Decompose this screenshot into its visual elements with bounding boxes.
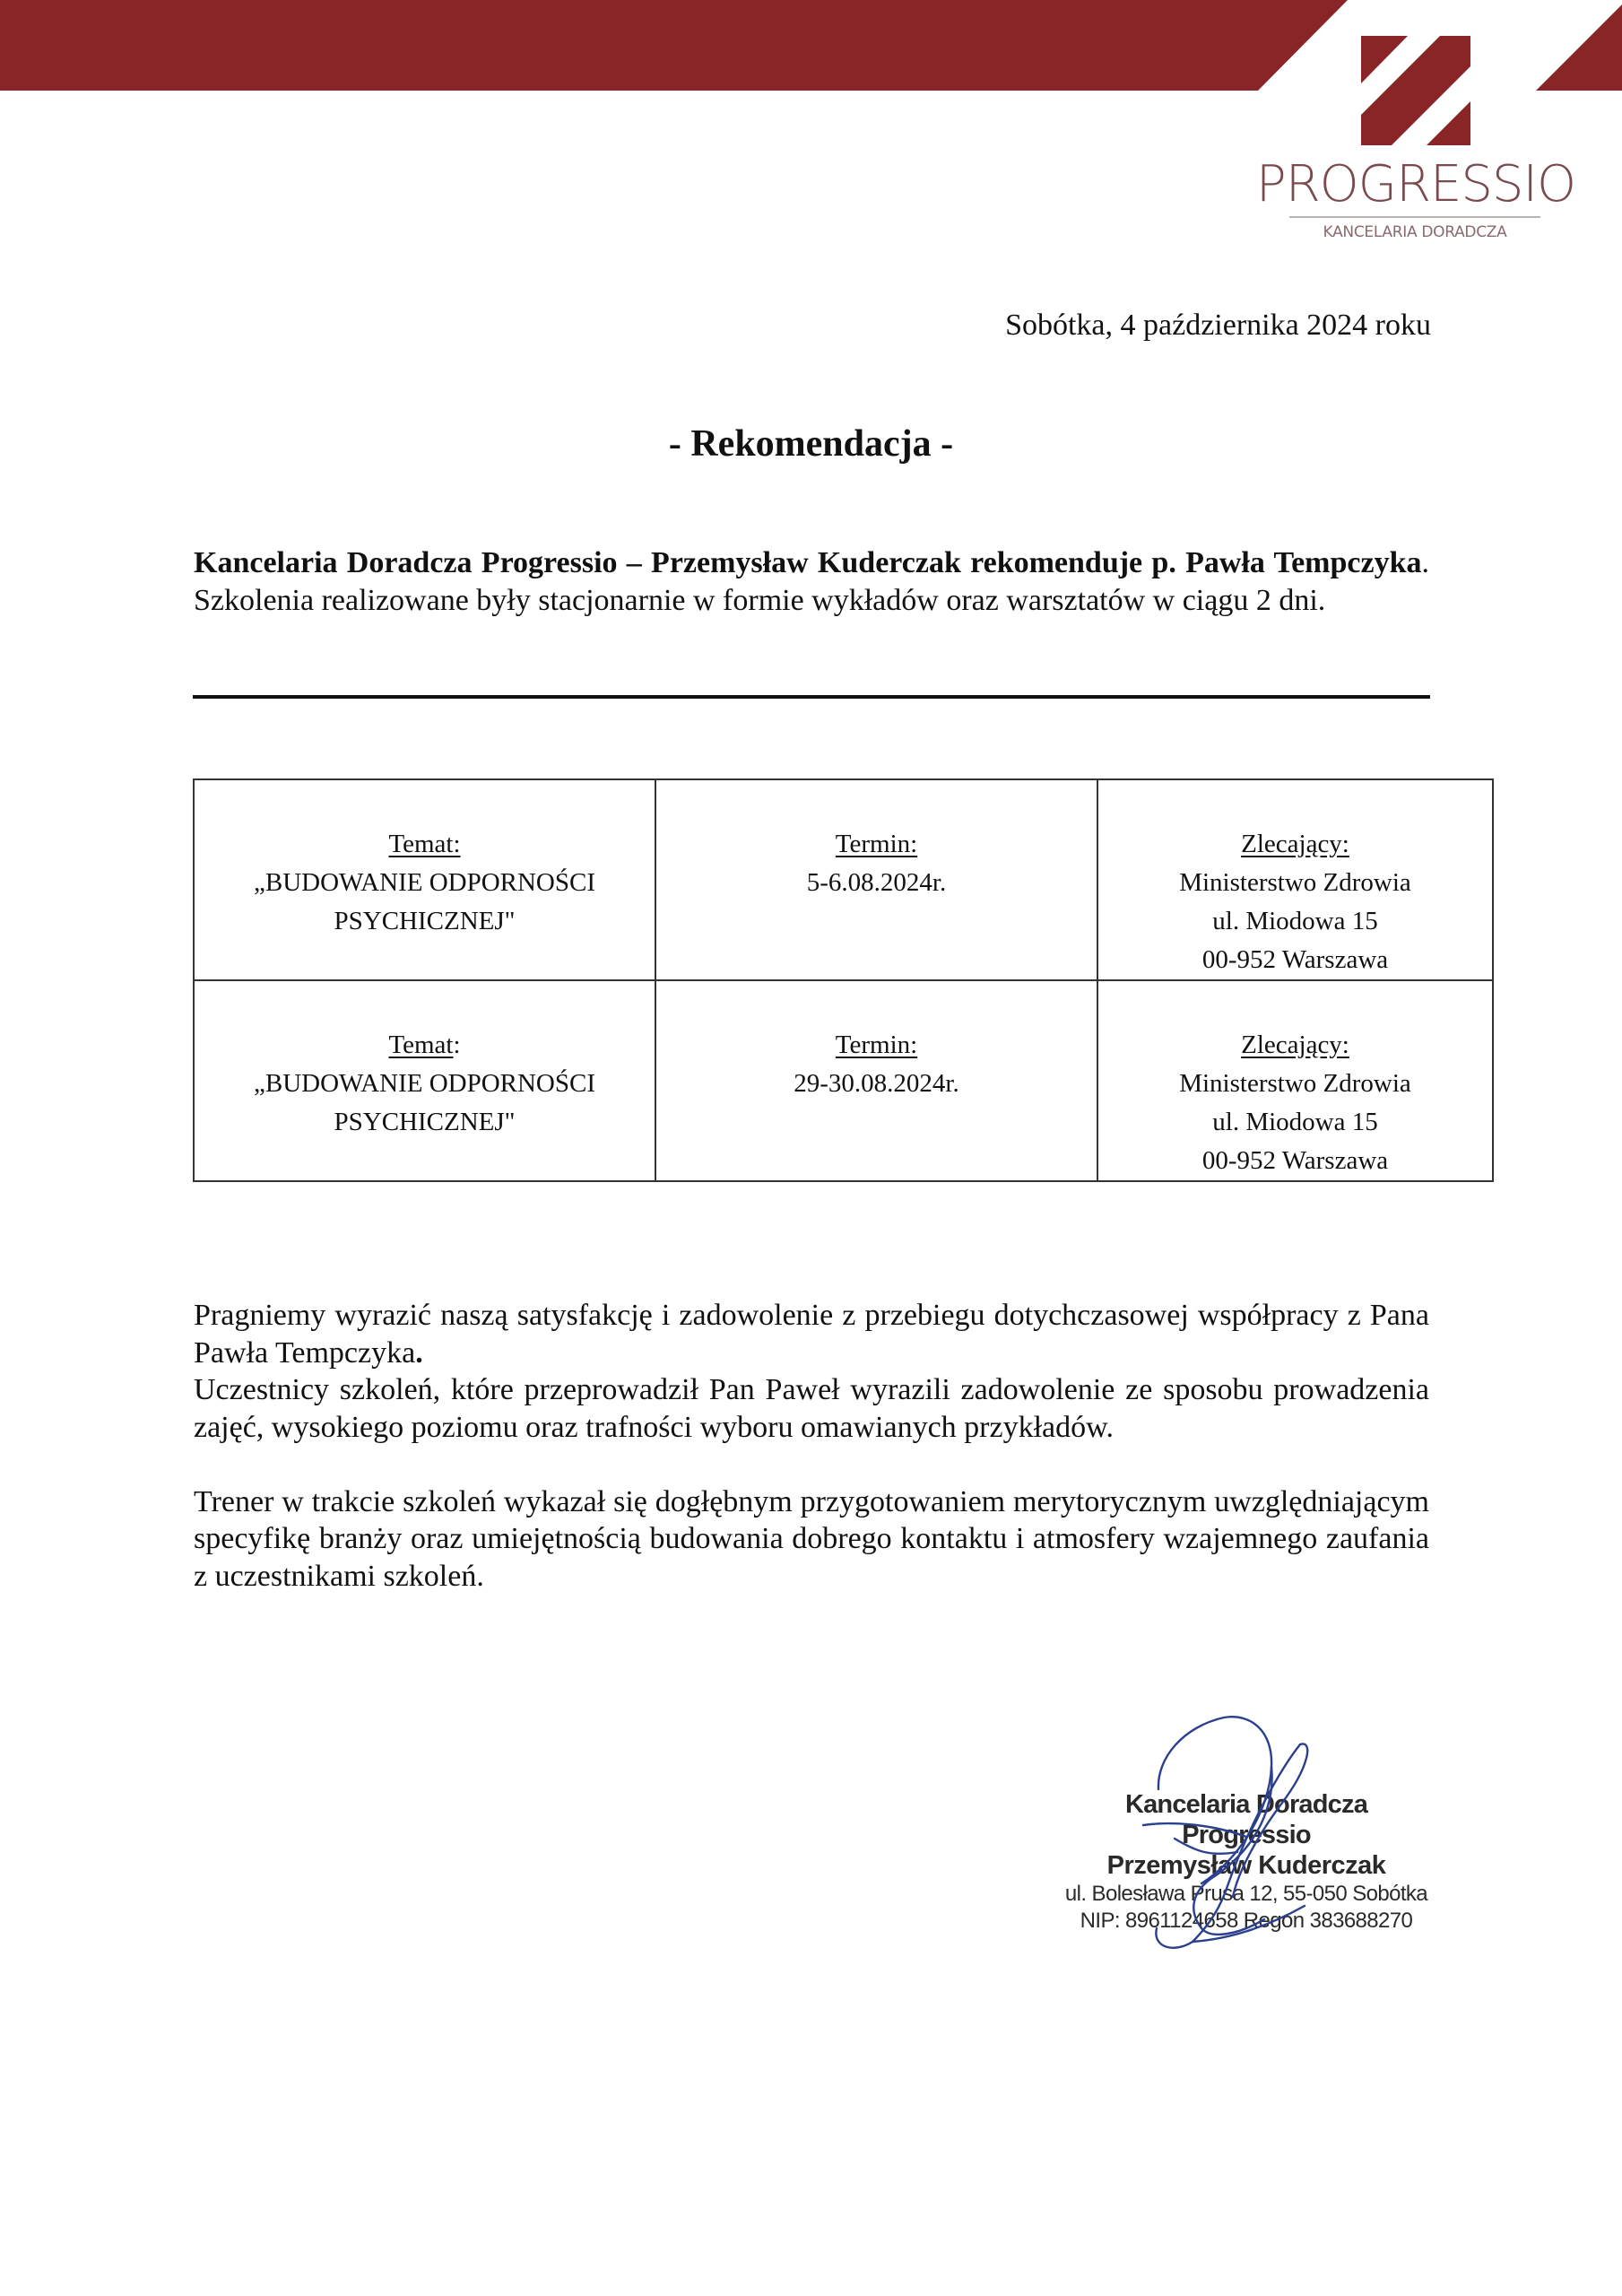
intro-paragraph (194, 544, 1429, 619)
trainings-table (193, 778, 1494, 1182)
document-title: - Rekomendacja - (668, 423, 954, 465)
topic-label: Temat (388, 1031, 454, 1059)
brand-name: PROGRESSIO (1255, 155, 1576, 213)
client-cell (1097, 980, 1493, 1181)
client-line: ul. Miodowa 15 (1212, 1108, 1378, 1136)
brand-tagline: KANCELARIA DORADCZA (1323, 223, 1507, 241)
paragraph-participants: Uczestnicy szkoleń, które przeprowadził Pan Paweł wyrazili zadowolenie ze sposobu prowadzenia zajęć, wysokiego poziomu oraz trafności wyboru omawianych przykładów. (194, 1373, 1429, 1444)
date-label: Termin: (835, 1031, 918, 1059)
horizontal-divider (193, 695, 1430, 699)
table-row (194, 779, 1493, 980)
company-stamp (1058, 1704, 1435, 1955)
client-line: 00-952 Warszawa (1201, 1146, 1389, 1175)
progressio-logo-icon (1361, 36, 1470, 145)
topic-line: PSYCHICZNEJ" (334, 1108, 516, 1136)
client-label: Zlecający: (1241, 830, 1349, 858)
date-cell (655, 779, 1097, 980)
client-cell (1097, 779, 1493, 980)
logo-divider (1289, 216, 1540, 218)
table-row (194, 980, 1493, 1181)
place-and-date: Sobótka, 4 października 2024 roku (1005, 309, 1431, 342)
client-line: 00-952 Warszawa (1201, 945, 1389, 974)
topic-line: „BUDOWANIE ODPORNOŚCI (253, 1069, 596, 1098)
letterhead-band-graphic (0, 0, 1622, 260)
topic-line: „BUDOWANIE ODPORNOŚCI (253, 868, 596, 897)
topic-cell (194, 779, 655, 980)
stamp-tax-ids: NIP: 8961124658 Regon 383688270 (1080, 1909, 1413, 1933)
intro-text: . Szkolenia realizowane były stacjonarnie w formie wykładów oraz warsztatów w ciągu 2 dni. (194, 546, 1429, 617)
client-line: Ministerstwo Zdrowia (1179, 868, 1411, 897)
intro-bold-text: Kancelaria Doradcza Progressio – Przemysław Kuderczak rekomenduje p. Pawła Tempczyka (194, 546, 1422, 579)
stamp-address: ul. Bolesława Prusa 12, 55-050 Sobótka (1064, 1882, 1428, 1906)
letter-body (194, 1297, 1429, 1595)
paragraph-end-mark: . (415, 1335, 423, 1370)
stamp-company: Kancelaria Doradcza Progressio (1124, 1790, 1368, 1849)
date-value: 29-30.08.2024r. (794, 1069, 959, 1098)
letterhead (0, 0, 1622, 260)
client-line: ul. Miodowa 15 (1212, 907, 1378, 935)
stamp-person: Przemysław Kuderczak (1106, 1851, 1386, 1880)
client-label: Zlecający: (1241, 1031, 1349, 1059)
date-cell (655, 980, 1097, 1181)
paragraph-trainer: Trener w trakcie szkoleń wykazał się dogłębnym przygotowaniem merytorycznym uwzględniającym specyfikę branży oraz umiejętnością budowania dobrego kontaktu i atmosfery wzajemnego zaufania z uczestnikami szkoleń. (194, 1484, 1429, 1593)
handwritten-signature-icon (1058, 1704, 1435, 1955)
date-label: Termin: (835, 830, 918, 858)
client-line: Ministerstwo Zdrowia (1179, 1069, 1411, 1098)
paragraph-satisfaction (194, 1297, 1429, 1371)
paragraph-text: Pragniemy wyrazić naszą satysfakcję i zadowolenie z przebiegu dotychczasowej współpracy z Pana Pawła Tempczyka (194, 1299, 1429, 1370)
topic-cell (194, 980, 655, 1181)
topic-line: PSYCHICZNEJ" (334, 907, 516, 935)
date-value: 5-6.08.2024r. (806, 868, 947, 897)
topic-label-colon: : (453, 1031, 461, 1059)
topic-label: Temat: (388, 830, 461, 858)
